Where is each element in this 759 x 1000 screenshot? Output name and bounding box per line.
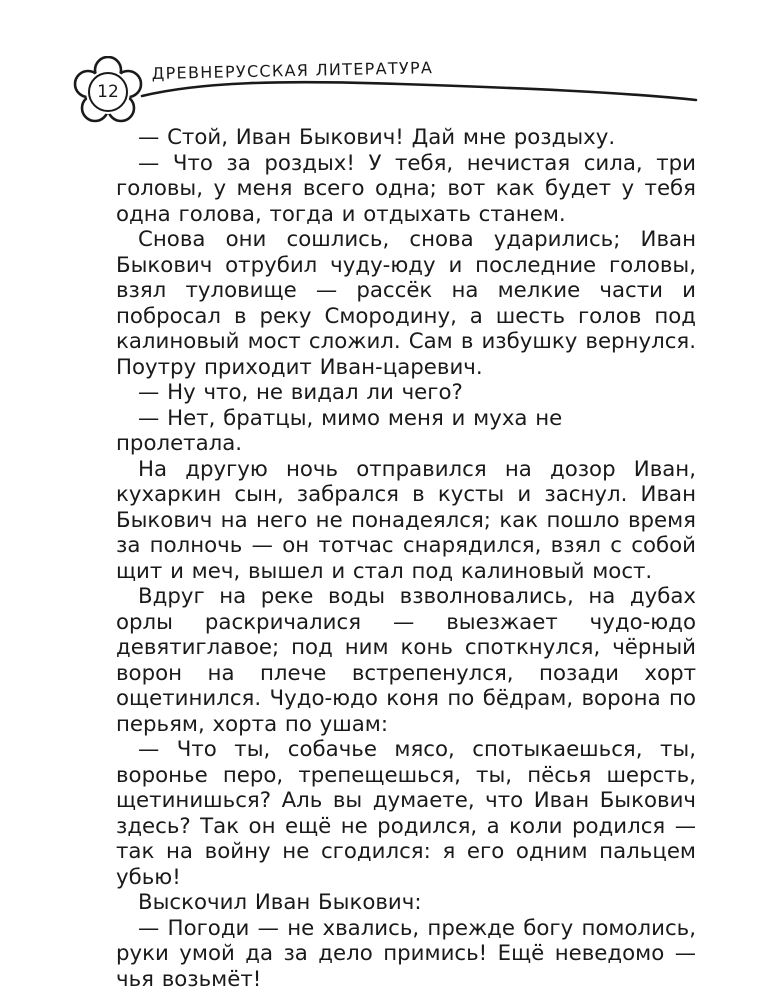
story-text	[116, 125, 696, 992]
paragraph: Снова они сошлись, снова ударились; Иван Быкович отрубил чуду-юду и последние головы, взял туловище — рассёк на мелкие части и побросал в реку Смородину, а шесть голов под калиновый мост сложил. Сам в избушку вернулся. Поутру приходит Иван-царевич.	[116, 227, 696, 380]
running-title: ДРЕВНЕРУССКАЯ ЛИТЕРАТУРА	[151, 58, 434, 83]
paragraph: Вдруг на реке воды взволновались, на дубах орлы раскричалися — выезжает чудо-юдо девятиглавое; под ним конь споткнулся, чёрный ворон на плече встрепенулся, позади хорт ощетинился. Чудо-юдо коня по бёдрам, ворона по перьям, хорта по ушам:	[116, 584, 696, 737]
paragraph: На другую ночь отправился на дозор Иван, кухаркин сын, забрался в кусты и заснул. Иван Быкович на него не понадеялся; как пошло время за полночь — он тотчас снарядился, взял с собой щит и меч, вышел и стал под калиновый мост.	[116, 456, 696, 584]
page-number: 12	[97, 82, 119, 102]
page-header	[0, 0, 759, 130]
paragraph: — Погоди — не хвались, прежде богу помолись, руки умой да за дело примись! Ещё неведомо — чья возьмёт!	[116, 915, 696, 992]
paragraph: Выскочил Иван Быкович:	[138, 890, 422, 915]
paragraph: — Что ты, собачье мясо, спотыкаешься, ты, воронье перо, трепещешься, ты, пёсья шерсть, щетинишься? Аль вы думаете, что Иван Быкович здесь? Так он ещё не родился, а коли родился — так на войну не сгодился: я его одним пальцем убью!	[116, 737, 696, 890]
paragraph: — Что за роздых! У тебя, нечистая сила, три головы, у меня всего одна; вот как будет у тебя одна голова, тогда и отдыхать станем.	[116, 150, 696, 227]
header-underline	[140, 78, 700, 108]
paragraph: — Нет, братцы, мимо меня и муха не пролетала.	[116, 405, 563, 456]
paragraph: — Стой, Иван Быкович! Дай мне роздыху.	[138, 125, 616, 150]
paragraph: — Ну что, не видал ли чего?	[138, 380, 463, 405]
